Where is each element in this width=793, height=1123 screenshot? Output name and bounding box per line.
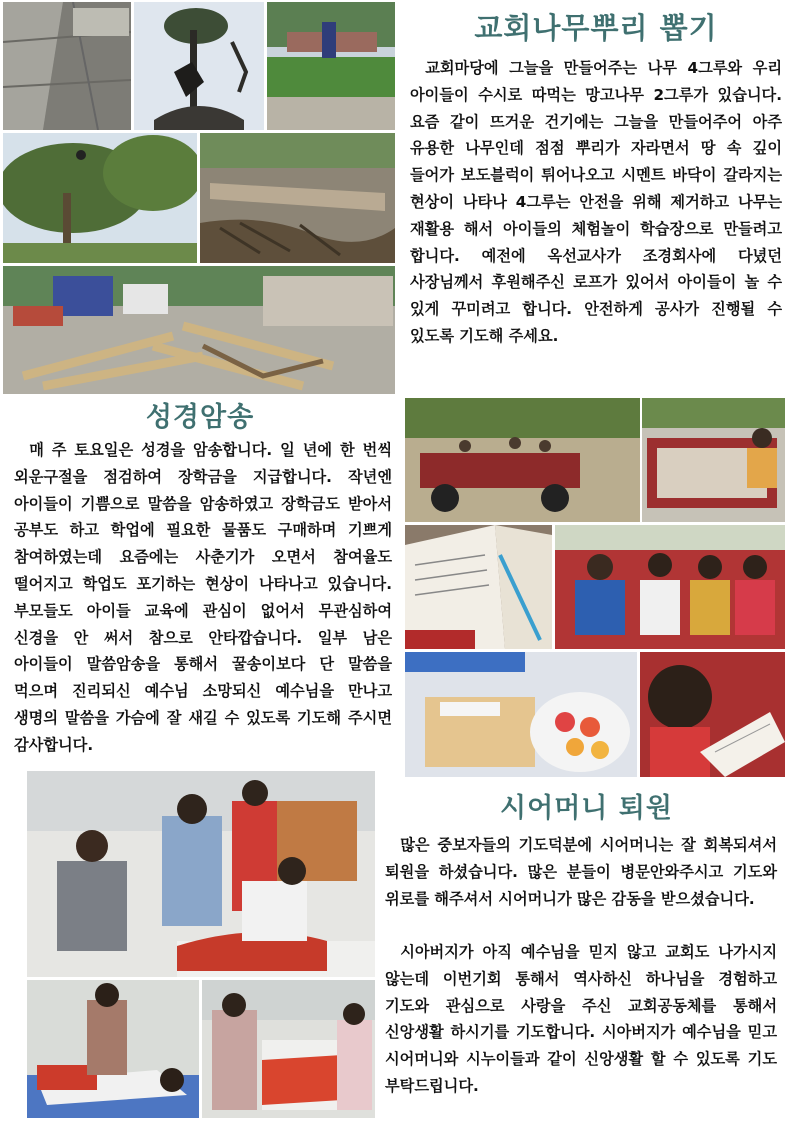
section-body-discharge-2: 시아버지가 아직 예수님을 믿지 않고 교회도 나가시지 않는데 이번기회 통해서 역사하신 하나님을 경험하고 기도와 관심으로 사랑을 주신 교회공동체를 통해서 신앙생활 하시기를 기도합니다. 시아버지가 예수님을 믿고 시어머니와 시누이들과 같이 신앙생활 할 수 있도록 기도 부탁드립니다. [385, 943, 777, 1095]
photo-worker-in-tree [3, 133, 197, 263]
photo-notebook-and-book [405, 525, 552, 649]
photo-sidewalk-tiles [3, 2, 131, 130]
section-title-bible-memorization: 성경암송 [145, 402, 255, 433]
section-body-discharge-1: 많은 중보자들의 기도덕분에 시어머니는 잘 회복되셔서 퇴원을 하셨습니다. 많은 분들이 병문안와주시고 기도와 위로를 해주셔서 시어머니가 많은 감동을 받으셨습니다. [385, 836, 777, 908]
photo-hospital-prayer [27, 771, 375, 977]
photo-boy-reading [640, 652, 785, 777]
photo-churchyard-lawn [267, 2, 395, 130]
photo-kids-reading-bibles [555, 525, 785, 649]
photo-patient-on-bed [27, 980, 199, 1118]
photo-felled-trunk [200, 133, 395, 263]
photo-snacks-and-fruit [405, 652, 637, 777]
photo-kids-on-tractor [405, 398, 640, 522]
section-title-tree-roots: 교회나무뿌리 뽑기 [474, 11, 718, 45]
photo-visitors-at-bedside [202, 980, 375, 1118]
photo-kids-in-trailer [642, 398, 785, 522]
photo-man-climbing-tree [134, 2, 264, 130]
section-body-tree-roots: 교회마당에 그늘을 만들어주는 나무 4그루와 우리 아이들이 수시로 따먹는 망고나무 2그루가 있습니다. 요즘 같이 뜨거운 건기에는 그늘을 만들어주어 아주 유용한 나무인데 점점 뿌리가 자라면서 땅 속 깊이 들어가 보도블럭이 튀어나오고 시멘트 바닥이 갈라지는 현상이 나타나 4그루는 안전을 위해 제거하고 나무는 재활용 해서 아이들의 체험놀이 학습장으로 만들려고 합니다. 예전에 옥선교사가 조경회사에 다녔던 사장님께서 후원해주신 로프가 있어서 아이들이 놀 수 있게 꾸미려고 합니다. 안전하게 공사가 진행될 수 있도록 기도해 주세요. [410, 59, 782, 345]
section-body-bible-memorization: 매 주 토요일은 성경을 암송합니다. 일 년에 한 번씩 외운구절을 점검하여 장학금을 지급합니다. 작년엔 아이들이 기쁨으로 말씀을 암송하였고 장학금도 받아서 공부도 하고 학업에 필요한 물품도 구매하며 기쁘게 참여하였는데 요즘에는 사춘기가 오면서 참여율도 떨어지고 학업도 포기하는 현상이 나타나고 있습니다. 부모들도 아이들 교육에 관심이 없어서 무관심하여 신경을 안 써서 참으로 안타깝습니다. 일부 남은 아이들이 말씀암송을 통해서 꿀송이보다 단 말씀을 먹으며 진리되신 예수님 소망되신 예수님을 만나고 생명의 말씀을 가슴에 잘 새길 수 있도록 기도해 주시면 감사합니다. [14, 441, 392, 754]
section-title-discharge: 시어머니 퇴원 [500, 793, 673, 824]
photo-cut-branches-yard [3, 266, 395, 394]
